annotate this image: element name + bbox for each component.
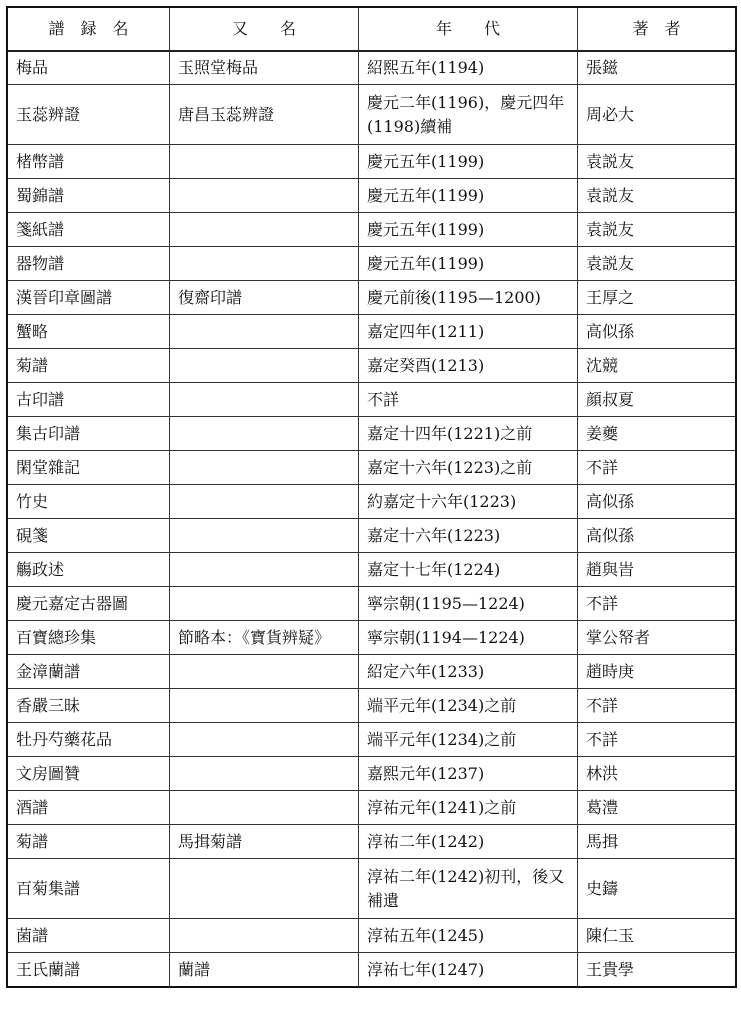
cell-period: 紹定六年(1233) [359, 655, 578, 689]
cell-name: 王氏蘭譜 [8, 953, 170, 987]
cell-period: 嘉熙元年(1237) [359, 757, 578, 791]
cell-period: 嘉定十六年(1223) [359, 519, 578, 553]
cell-author: 張鎡 [578, 51, 736, 85]
cell-alias: 蘭譜 [170, 953, 359, 987]
cell-alias: 復齋印譜 [170, 281, 359, 315]
cell-alias [170, 689, 359, 723]
cell-name: 玉蕊辨證 [8, 85, 170, 145]
cell-period: 嘉定四年(1211) [359, 315, 578, 349]
cell-period: 慶元五年(1199) [359, 179, 578, 213]
cell-period: 端平元年(1234)之前 [359, 723, 578, 757]
cell-author: 王厚之 [578, 281, 736, 315]
cell-alias [170, 791, 359, 825]
cell-alias [170, 919, 359, 953]
cell-author: 趙時庚 [578, 655, 736, 689]
cell-name: 集古印譜 [8, 417, 170, 451]
cell-author: 高似孫 [578, 485, 736, 519]
cell-alias [170, 315, 359, 349]
cell-period: 淳祐二年(1242)初刊，後又補遺 [359, 859, 578, 919]
table-row [8, 519, 736, 553]
cell-author: 顔叔夏 [578, 383, 736, 417]
cell-name: 楮幣譜 [8, 145, 170, 179]
header-alias [170, 8, 359, 51]
cell-alias [170, 145, 359, 179]
cell-author: 趙與旹 [578, 553, 736, 587]
header-alias-label: 又 名 [231, 18, 296, 38]
cell-author: 陳仁玉 [578, 919, 736, 953]
table-row [8, 451, 736, 485]
cell-author: 史鑄 [578, 859, 736, 919]
catalog-table [7, 7, 736, 987]
cell-alias: 馬揖菊譜 [170, 825, 359, 859]
cell-author: 袁説友 [578, 145, 736, 179]
cell-period: 約嘉定十六年(1223) [359, 485, 578, 519]
cell-author: 姜夔 [578, 417, 736, 451]
cell-alias [170, 451, 359, 485]
cell-period: 慶元五年(1199) [359, 247, 578, 281]
table-row [8, 485, 736, 519]
table-row [8, 655, 736, 689]
cell-name: 蟹略 [8, 315, 170, 349]
cell-period: 嘉定十六年(1223)之前 [359, 451, 578, 485]
cell-author: 高似孫 [578, 519, 736, 553]
cell-author: 王貴學 [578, 953, 736, 987]
cell-author: 袁説友 [578, 247, 736, 281]
table-row [8, 859, 736, 919]
cell-period: 端平元年(1234)之前 [359, 689, 578, 723]
cell-period: 寧宗朝(1195—1224) [359, 587, 578, 621]
cell-alias [170, 247, 359, 281]
cell-alias [170, 553, 359, 587]
cell-name: 古印譜 [8, 383, 170, 417]
cell-name: 菊譜 [8, 825, 170, 859]
table-row [8, 383, 736, 417]
table-row [8, 791, 736, 825]
table-row [8, 85, 736, 145]
header-row [8, 8, 736, 51]
header-period-label: 年 代 [435, 18, 500, 38]
cell-name: 梅品 [8, 51, 170, 85]
cell-period: 淳祐二年(1242) [359, 825, 578, 859]
cell-name: 硯箋 [8, 519, 170, 553]
table-row [8, 179, 736, 213]
cell-alias [170, 519, 359, 553]
cell-period: 紹熙五年(1194) [359, 51, 578, 85]
header-author-label: 著 者 [632, 18, 681, 38]
cell-author: 掌公帑者 [578, 621, 736, 655]
table-row [8, 757, 736, 791]
cell-period: 嘉定十七年(1224) [359, 553, 578, 587]
cell-alias [170, 723, 359, 757]
cell-author: 林洪 [578, 757, 736, 791]
cell-alias [170, 587, 359, 621]
cell-name: 器物譜 [8, 247, 170, 281]
cell-name: 慶元嘉定古器圖 [8, 587, 170, 621]
cell-author: 馬揖 [578, 825, 736, 859]
table-row [8, 587, 736, 621]
cell-period: 淳祐五年(1245) [359, 919, 578, 953]
cell-author: 高似孫 [578, 315, 736, 349]
table-row [8, 281, 736, 315]
cell-author: 不詳 [578, 723, 736, 757]
cell-period: 寧宗朝(1194—1224) [359, 621, 578, 655]
cell-name: 蜀錦譜 [8, 179, 170, 213]
cell-author: 不詳 [578, 689, 736, 723]
cell-name: 金漳蘭譜 [8, 655, 170, 689]
cell-alias [170, 485, 359, 519]
table-row [8, 689, 736, 723]
table-row [8, 953, 736, 987]
cell-period: 嘉定癸酉(1213) [359, 349, 578, 383]
table-header [8, 8, 736, 51]
cell-author: 葛澧 [578, 791, 736, 825]
table-row [8, 349, 736, 383]
cell-name: 牡丹芍藥花品 [8, 723, 170, 757]
cell-name: 百寶總珍集 [8, 621, 170, 655]
cell-period: 慶元五年(1199) [359, 213, 578, 247]
table-body [8, 51, 736, 987]
cell-name: 竹史 [8, 485, 170, 519]
table-row [8, 145, 736, 179]
table-row [8, 553, 736, 587]
table-row [8, 621, 736, 655]
cell-name: 菊譜 [8, 349, 170, 383]
cell-period: 淳祐七年(1247) [359, 953, 578, 987]
header-period [359, 8, 578, 51]
cell-alias [170, 417, 359, 451]
cell-author: 不詳 [578, 451, 736, 485]
cell-author: 不詳 [578, 587, 736, 621]
table-row [8, 247, 736, 281]
table-row [8, 723, 736, 757]
cell-name: 漢晉印章圖譜 [8, 281, 170, 315]
table-row [8, 213, 736, 247]
cell-name: 文房圖贊 [8, 757, 170, 791]
cell-period: 慶元五年(1199) [359, 145, 578, 179]
cell-alias: 節略本：《寶貨辨疑》 [170, 621, 359, 655]
header-author [578, 8, 736, 51]
cell-alias [170, 757, 359, 791]
cell-period: 慶元前後(1195—1200) [359, 281, 578, 315]
table-row [8, 51, 736, 85]
table-row [8, 919, 736, 953]
cell-alias [170, 383, 359, 417]
cell-period: 慶元二年(1196)，慶元四年(1198)續補 [359, 85, 578, 145]
cell-author: 沈競 [578, 349, 736, 383]
cell-period: 嘉定十四年(1221)之前 [359, 417, 578, 451]
cell-alias [170, 179, 359, 213]
cell-name: 菌譜 [8, 919, 170, 953]
cell-name: 觴政述 [8, 553, 170, 587]
cell-name: 百菊集譜 [8, 859, 170, 919]
cell-period: 淳祐元年(1241)之前 [359, 791, 578, 825]
cell-name: 箋紙譜 [8, 213, 170, 247]
table-row [8, 315, 736, 349]
cell-alias [170, 349, 359, 383]
cell-alias [170, 859, 359, 919]
header-name-label: 譜 録 名 [48, 18, 129, 38]
header-name [8, 8, 170, 51]
cell-name: 香嚴三昧 [8, 689, 170, 723]
cell-alias: 玉照堂梅品 [170, 51, 359, 85]
cell-author: 周必大 [578, 85, 736, 145]
cell-author: 袁説友 [578, 213, 736, 247]
cell-author: 袁説友 [578, 179, 736, 213]
cell-alias [170, 213, 359, 247]
table-row [8, 825, 736, 859]
cell-name: 酒譜 [8, 791, 170, 825]
cell-name: 閑堂雜記 [8, 451, 170, 485]
cell-period: 不詳 [359, 383, 578, 417]
cell-alias: 唐昌玉蕊辨證 [170, 85, 359, 145]
cell-alias [170, 655, 359, 689]
table-row [8, 417, 736, 451]
